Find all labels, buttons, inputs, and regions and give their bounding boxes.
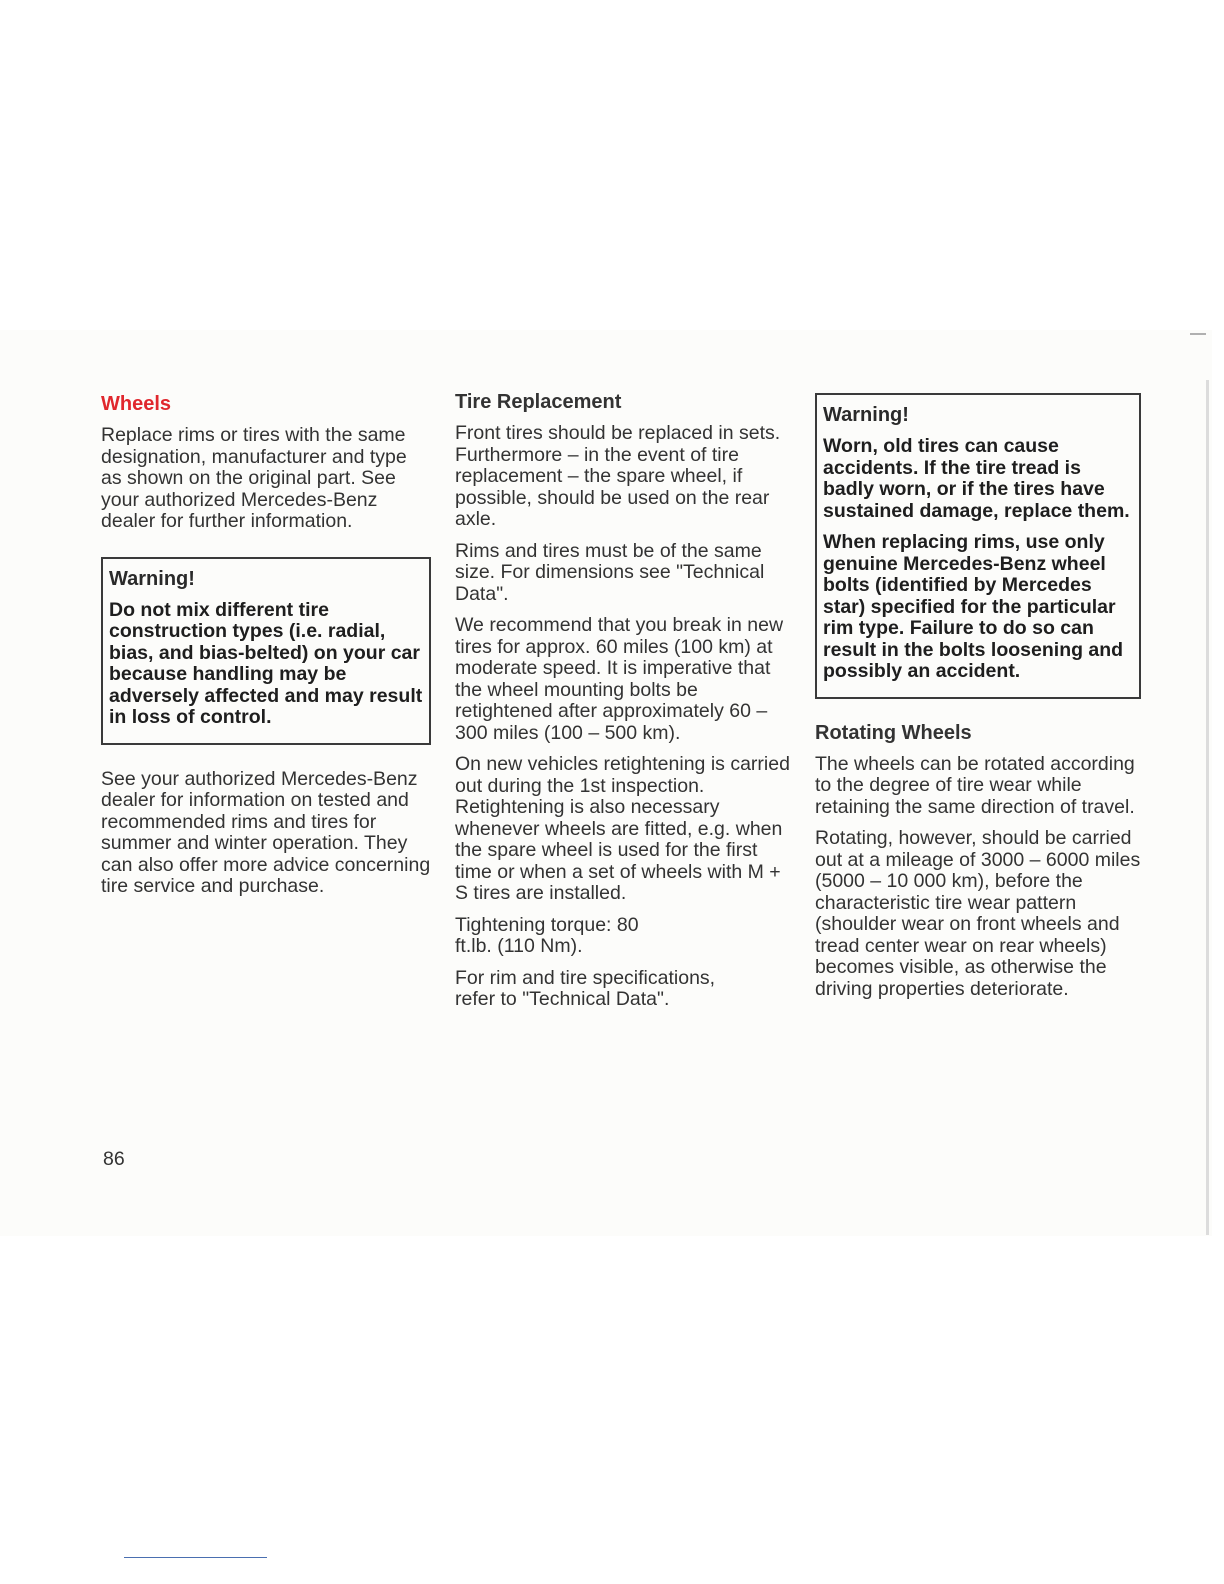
right-column (815, 390, 1141, 1010)
top-edge-mark (1190, 333, 1206, 335)
wheels-heading: Wheels (101, 393, 172, 415)
bottom-rule (124, 1557, 267, 1558)
paragraph: For rim and tire specifications, refer to "Technical Data". (455, 966, 716, 1010)
warning-text: Worn, old tires can cause accidents. If the tire tread is badly worn, or if the tires have sustained damage, replace them. (823, 435, 1130, 522)
paragraph: Front tires should be replaced in sets. Furthermore – in the event of tire replacement – the spare wheel, if possible, should be used on the rear axle. (455, 422, 781, 530)
worn-tires-warning-box (815, 393, 1141, 699)
tightening-torque-paragraph: Tightening torque: 80 ft.lb. (110 Nm). (455, 913, 639, 957)
paragraph: Rotating, however, should be carried out at a mileage of 3000 – 6000 miles (5000 – 10 000 km), before the characteristic tire wear pattern (shoulder wear on front wheels and tread center wear on rear wheels) becomes visible, as otherwise the driving properties deteriorate. (815, 827, 1141, 1000)
left-column (101, 390, 431, 908)
wheels-intro-paragraph: Replace rims or tires with the same designation, manufacturer and type as shown on the original part. See your authorized Mercedes-Benz dealer for further information. (101, 424, 407, 532)
warning-text: Do not mix different tire construction types (i.e. radial, bias, and bias-belted) on your car because handling may be adversely affected and may result in loss of control. (109, 598, 423, 728)
warning-title: Warning! (109, 567, 195, 590)
paragraph: The wheels can be rotated according to the degree of tire wear while retaining the same direction of travel. (815, 752, 1135, 818)
rotating-wheels-heading: Rotating Wheels (815, 721, 972, 744)
warning-text: When replacing rims, use only genuine Mercedes-Benz wheel bolts (identified by Mercedes star) specified for the particular rim type. Failure to do so can result in the bolts loosening and possibly an accident. (823, 531, 1124, 682)
middle-column (455, 390, 793, 1021)
paragraph: On new vehicles retightening is carried out during the 1st inspection. Retightening is also necessary whenever wheels are fitted, e.g. when the spare wheel is used for the first time or when a set of wheels with M + S tires are installed. (455, 753, 790, 904)
tire-replacement-heading: Tire Replacement (455, 391, 622, 413)
warning-title: Warning! (823, 404, 909, 426)
page-number: 86 (103, 1148, 125, 1170)
page-edge-line (1206, 380, 1209, 1235)
paragraph: Rims and tires must be of the same size. For dimensions see "Technical Data". (455, 539, 765, 605)
mixing-tires-warning-box (101, 557, 431, 745)
paragraph: We recommend that you break in new tires for approx. 60 miles (100 km) at moderate speed. It is imperative that the wheel mounting bolts be retightened after approximately 60 – 300 miles (100 – 500 km). (455, 614, 784, 744)
dealer-advice-paragraph: See your authorized Mercedes-Benz dealer for information on tested and recommended rims and tires for summer and winter operation. They can also offer more advice concerning tire service and purchase. (101, 767, 431, 897)
